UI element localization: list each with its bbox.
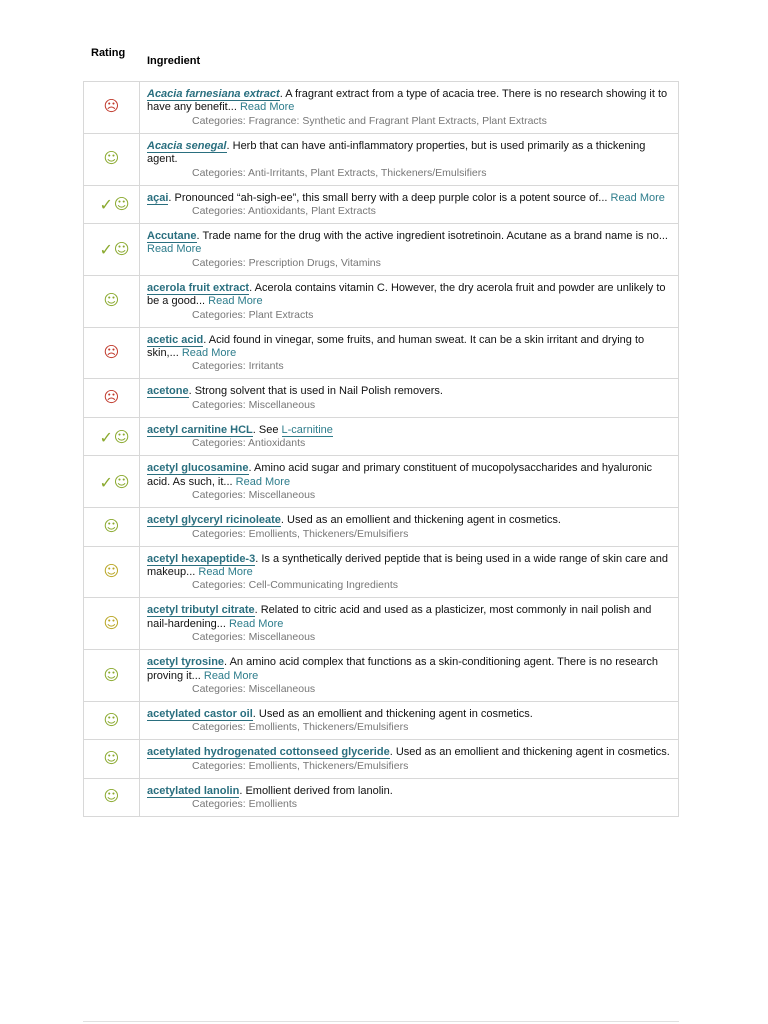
categories-line (147, 115, 670, 128)
ingredient-link[interactable]: acerola fruit extract (147, 281, 250, 294)
rating-cell (84, 546, 140, 598)
ingredient-link[interactable]: acetic acid (147, 333, 204, 346)
ingredient-link[interactable]: acetyl tyrosine (147, 656, 225, 669)
smile-face-icon: ☺ (113, 427, 130, 446)
categories-prefix: Categories: (192, 489, 246, 502)
categories-prefix: Categories: (192, 759, 246, 772)
rating-cell (84, 740, 140, 778)
read-more-link[interactable]: Read More (208, 295, 263, 308)
table-row (84, 224, 679, 276)
categories-prefix: Categories: (192, 527, 246, 540)
frown-face-icon: ☹ (103, 343, 120, 362)
table-row (84, 417, 679, 455)
ingredient-cell: acetyl tributyl citrate. Related to citric acid and used as a plasticizer, most commonly in nail polish and nail-hardening... Read More Categories: Miscellaneous (140, 598, 679, 650)
smile-face-icon: ☺ (103, 291, 120, 310)
categories-value: Miscellaneous (248, 398, 316, 411)
categories-prefix: Categories: (192, 114, 246, 127)
rating-cell (84, 598, 140, 650)
ingredient-cell: acetic acid. Acid found in vinegar, some fruits, and human sweat. It can be a skin irritant and drying to skin,... Read More Categories: Irritants (140, 327, 679, 379)
categories-line (147, 798, 670, 811)
ingredient-description: Amino acid sugar and primary constituent of mucopolysaccharides and hyaluronic acid. As such, it... (147, 462, 653, 488)
ingredient-description: Is a synthetically derived peptide that is being used in a wide range of skin care and makeup... (147, 552, 668, 578)
categories-value: Emollients, Thickeners/Emulsifiers (248, 721, 409, 734)
read-more-link[interactable]: Read More (610, 191, 665, 204)
read-more-link[interactable]: Read More (239, 101, 295, 114)
smile-face-icon: ☺ (103, 710, 120, 729)
ingredient-description: Used as an emollient and thickening agent in cosmetics. (287, 514, 561, 527)
neutral-face-icon: ☺ (103, 613, 120, 632)
categories-value: Emollients, Thickeners/Emulsifiers (248, 759, 409, 772)
ingredient-description: An amino acid complex that functions as a skin-conditioning agent. There is no research proving it... (147, 656, 658, 682)
smile-face-icon: ☺ (113, 472, 130, 491)
rating-cell (84, 327, 140, 379)
check-mark-icon: ✓ (99, 195, 113, 215)
ingredient-description: Emollient derived from lanolin. (245, 784, 393, 797)
frown-face-icon: ☹ (103, 97, 120, 116)
table-row (84, 275, 679, 327)
smile-face-icon: ☺ (103, 787, 120, 806)
categories-value: Irritants (248, 360, 284, 373)
rating-cell (84, 82, 140, 134)
categories-line (147, 489, 670, 502)
rating-cell (84, 778, 140, 816)
categories-value: Miscellaneous (248, 631, 316, 644)
categories-prefix: Categories: (192, 579, 246, 592)
rating-cell (84, 224, 140, 276)
table-row (84, 133, 679, 185)
ingredient-cell: acetyl hexapeptide-3. Is a synthetically derived peptide that is being used in a wide range of skin care and makeup... Read More Categories: Cell-Communicating Ingredients (140, 546, 679, 598)
categories-value: Prescription Drugs, Vitamins (248, 256, 381, 269)
ingredient-link[interactable]: acetylated hydrogenated cottonseed glyceride (147, 746, 390, 759)
read-more-link[interactable]: Read More (181, 347, 237, 360)
rating-cell (84, 701, 140, 739)
ingredient-cell: acetyl tyrosine. An amino acid complex that functions as a skin-conditioning agent. There is no research proving it... Read More Categories: Miscellaneous (140, 650, 679, 702)
see-also-link[interactable]: L-carnitine (281, 423, 333, 436)
ingredient-description: Acerola contains vitamin C. However, the dry acerola fruit and powder are unlikely to be a good... (147, 281, 666, 308)
table-row (84, 598, 679, 650)
read-more-link[interactable]: Read More (228, 617, 284, 630)
ingredient-link[interactable]: acetyl tributyl citrate (147, 604, 255, 617)
table-row (84, 650, 679, 702)
check-mark-icon: ✓ (99, 472, 113, 492)
categories-value: Cell-Communicating Ingredients (248, 579, 399, 592)
ingredient-link[interactable]: acetyl hexapeptide-3 (147, 552, 256, 565)
rating-cell (84, 275, 140, 327)
ingredient-cell: acetone. Strong solvent that is used in Nail Polish removers. Categories: Miscellaneous (140, 379, 679, 417)
categories-line (147, 683, 670, 696)
table-row (84, 82, 679, 134)
smile-face-icon: ☺ (103, 149, 120, 168)
smile-face-icon: ☺ (103, 516, 120, 535)
categories-prefix: Categories: (192, 308, 246, 321)
categories-prefix: Categories: (192, 398, 246, 411)
ingredient-cell: acetyl glyceryl ricinoleate. Used as an emollient and thickening agent in cosmetics. Categories: Emollients, Thickeners/Emulsifiers (140, 508, 679, 546)
ingredient-description: A fragrant extract from a type of acacia tree. There is no research showing it to have any benefit... (147, 88, 668, 114)
ingredient-table (83, 81, 679, 817)
rating-cell (84, 185, 140, 223)
table-row (84, 456, 679, 508)
ingredient-cell: Acacia senegal. Herb that can have anti-inflammatory properties, but is used primarily as a thickening agent. Categories: Anti-Irritants, Plant Extracts, Thickeners/Emulsifiers (140, 133, 679, 185)
categories-line (147, 205, 670, 218)
categories-value: Fragrance: Synthetic and Fragrant Plant Extracts, Plant Extracts (248, 114, 547, 127)
categories-value: Emollients (248, 798, 298, 811)
ingredient-link[interactable]: Accutane (147, 230, 197, 243)
ingredient-link[interactable]: acetyl glucosamine (147, 462, 249, 475)
read-more-link[interactable]: Read More (147, 243, 202, 256)
categories-value: Antioxidants, Plant Extracts (248, 205, 376, 218)
ingredient-description: Used as an emollient and thickening agent in cosmetics. (395, 746, 670, 759)
frown-face-icon: ☹ (103, 388, 120, 407)
see-label: See (258, 423, 279, 436)
rating-cell (84, 133, 140, 185)
ingredient-link[interactable]: acetylated lanolin (147, 784, 240, 797)
table-row (84, 701, 679, 739)
ingredient-cell: açai. Pronounced “ah-sigh-ee”, this small berry with a deep purple color is a potent source of... Read More Categories: Antioxidants, Plant Extracts (140, 185, 679, 223)
smile-face-icon: ☺ (103, 749, 120, 768)
categories-prefix: Categories: (192, 682, 246, 695)
categories-line (147, 167, 670, 180)
ingredient-link[interactable]: Acacia senegal (147, 139, 227, 152)
rating-cell (84, 508, 140, 546)
categories-prefix: Categories: (192, 631, 246, 644)
table-row (84, 185, 679, 223)
categories-line (147, 437, 670, 450)
ingredient-description: Trade name for the drug with the active ingredient isotretinoin. Acutane as a brand name is no... (202, 230, 668, 243)
ingredient-link[interactable]: acetyl glyceryl ricinoleate (147, 514, 281, 527)
categories-prefix: Categories: (192, 360, 246, 373)
categories-value: Miscellaneous (248, 489, 316, 502)
ingredient-link[interactable]: acetylated castor oil (147, 707, 253, 720)
categories-line (147, 528, 670, 541)
ingredient-description: Used as an emollient and thickening agent in cosmetics. (258, 707, 533, 720)
table-row (84, 546, 679, 598)
categories-line (147, 760, 670, 773)
smile-face-icon: ☺ (113, 195, 130, 214)
ingredient-description: Related to citric acid and used as a plasticizer, most commonly in nail polish and nail-hardening... (147, 604, 652, 630)
ingredient-cell: Accutane. Trade name for the drug with the active ingredient isotretinoin. Acutane as a brand name is no... Read More Categories: Prescription Drugs, Vitamins (140, 224, 679, 276)
rating-cell (84, 379, 140, 417)
categories-prefix: Categories: (192, 256, 246, 269)
ingredient-cell: acetyl glucosamine. Amino acid sugar and primary constituent of mucopolysaccharides and hyaluronic acid. As such, it... Read More Categories: Miscellaneous (140, 456, 679, 508)
neutral-face-icon: ☺ (103, 561, 120, 580)
check-mark-icon: ✓ (99, 240, 113, 260)
categories-value: Antioxidants (248, 437, 306, 450)
ingredient-link[interactable]: acetyl carnitine HCL (147, 423, 253, 436)
ingredient-cell: acetylated lanolin. Emollient derived from lanolin. Categories: Emollients (140, 778, 679, 816)
ingredient-description: Acid found in vinegar, some fruits, and human sweat. It can be a skin irritant and drying to skin,... (147, 333, 645, 360)
categories-value: Anti-Irritants, Plant Extracts, Thickeners/Emulsifiers (248, 166, 487, 179)
ingredient-link[interactable]: acetone (147, 385, 189, 398)
ingredient-cell: Acacia farnesiana extract. A fragrant extract from a type of acacia tree. There is no research showing it to have any benefit... Read More Categories: Fragrance: Synthetic and Fragrant Plant Extracts, Plant Extracts (140, 82, 679, 134)
rating-cell (84, 456, 140, 508)
categories-prefix: Categories: (192, 166, 246, 179)
read-more-link[interactable]: Read More (203, 669, 259, 682)
categories-line (147, 721, 670, 734)
smile-face-icon: ☺ (113, 240, 130, 259)
categories-prefix: Categories: (192, 205, 246, 218)
ingredient-description: Herb that can have anti-inflammatory properties, but is used primarily as a thickening agent. (147, 139, 646, 166)
categories-value: Plant Extracts (248, 308, 314, 321)
ingredient-cell: acetylated castor oil. Used as an emollient and thickening agent in cosmetics. Categories: Emollients, Thickeners/Emulsifiers (140, 701, 679, 739)
page-divider (83, 1021, 679, 1022)
table-row (84, 379, 679, 417)
categories-value: Emollients, Thickeners/Emulsifiers (248, 527, 409, 540)
ingredient-column-header: Ingredient (147, 55, 201, 67)
categories-value: Miscellaneous (248, 682, 316, 695)
rating-column-header: Rating (91, 47, 126, 59)
ingredient-link[interactable]: açai (147, 191, 169, 204)
categories-line (147, 579, 670, 592)
rating-cell (84, 650, 140, 702)
rating-cell (84, 417, 140, 455)
table-row (84, 778, 679, 816)
ingredient-cell: acetylated hydrogenated cottonseed glyceride. Used as an emollient and thickening agent in cosmetics. Categories: Emollients, Thickeners/Emulsifiers (140, 740, 679, 778)
table-row (84, 508, 679, 546)
check-mark-icon: ✓ (99, 427, 113, 447)
categories-prefix: Categories: (192, 721, 246, 734)
read-more-link[interactable]: Read More (198, 565, 253, 578)
categories-line (147, 360, 670, 373)
smile-face-icon: ☺ (103, 665, 120, 684)
categories-prefix: Categories: (192, 798, 246, 811)
ingredient-cell: acetyl carnitine HCL. See L-carnitine Categories: Antioxidants (140, 417, 679, 455)
categories-line (147, 631, 670, 644)
categories-line (147, 257, 670, 270)
read-more-link[interactable]: Read More (235, 475, 291, 488)
ingredient-cell: acerola fruit extract. Acerola contains vitamin C. However, the dry acerola fruit and powder are unlikely to be a good... Read More Categories: Plant Extracts (140, 275, 679, 327)
table-row (84, 327, 679, 379)
ingredient-description: Pronounced “ah-sigh-ee”, this small berry with a deep purple color is a potent source of... (174, 191, 608, 204)
categories-prefix: Categories: (192, 437, 246, 450)
ingredient-link[interactable]: Acacia farnesiana extract (147, 88, 280, 100)
categories-line (147, 399, 670, 412)
ingredient-description: Strong solvent that is used in Nail Polish removers. (194, 385, 443, 398)
categories-line (147, 309, 670, 322)
table-row (84, 740, 679, 778)
